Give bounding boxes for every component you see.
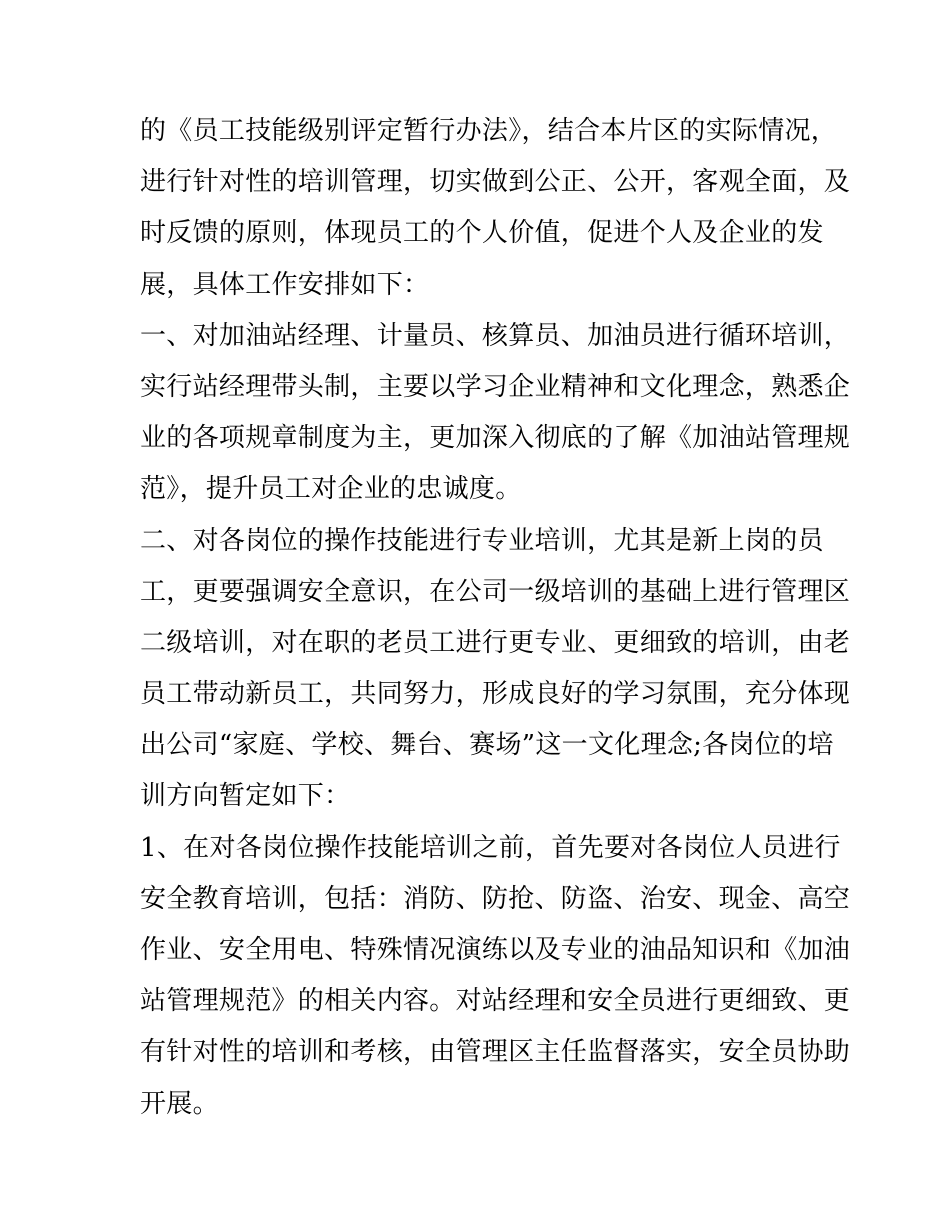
text-line: 的《员工技能级别评定暂行办法》，结合本片区的实际情况， [140,116,838,146]
text-line: 实行站经理带头制，主要以学习企业精神和文化理念，熟悉企 [140,371,851,402]
text-line: 安全教育培训，包括：消防、防抢、防盗、治安、现金、高空 [140,883,851,914]
text-line: 进行针对性的培训管理，切实做到公正、公开，客观全面，及 [140,167,851,198]
text-line: 员工带动新员工，共同努力，形成良好的学习氛围，充分体现 [140,679,851,710]
text-line: 有针对性的培训和考核，由管理区主任监督落实，安全员协助 [140,1037,851,1068]
text-line: 站管理规范》的相关内容。对站经理和安全员进行更细致、更 [140,986,851,1017]
document-body [140,106,851,1130]
text-line: 二、对各岗位的操作技能进行专业培训，尤其是新上岗的员 [140,525,824,556]
text-line: 开展。 [140,1088,219,1119]
text-line: 作业、安全用电、特殊情况演练以及专业的油品知识和《加油 [140,935,851,965]
text-line: 一、对加油站经理、计量员、核算员、加油员进行循环培训， [140,320,851,351]
text-line: 1、在对各岗位操作技能培训之前，首先要对各岗位人员进行 [140,832,841,863]
text-line: 业的各项规章制度为主，更加深入彻底的了解《加油站管理规 [140,423,851,454]
text-line: 训方向暂定如下： [140,781,351,812]
text-line: 工，更要强调安全意识，在公司一级培训的基础上进行管理区 [140,576,851,607]
text-line: 出公司“家庭、学校、舞台、赛场”这一文化理念;各岗位的培 [140,730,834,761]
text-line: 展，具体工作安排如下： [140,269,430,300]
text-line: 时反馈的原则，体现员工的个人价值，促进个人及企业的发 [140,218,824,249]
text-line: 范》，提升员工对企业的忠诚度。 [140,474,522,505]
text-line: 二级培训，对在职的老员工进行更专业、更细致的培训，由老 [140,627,851,658]
